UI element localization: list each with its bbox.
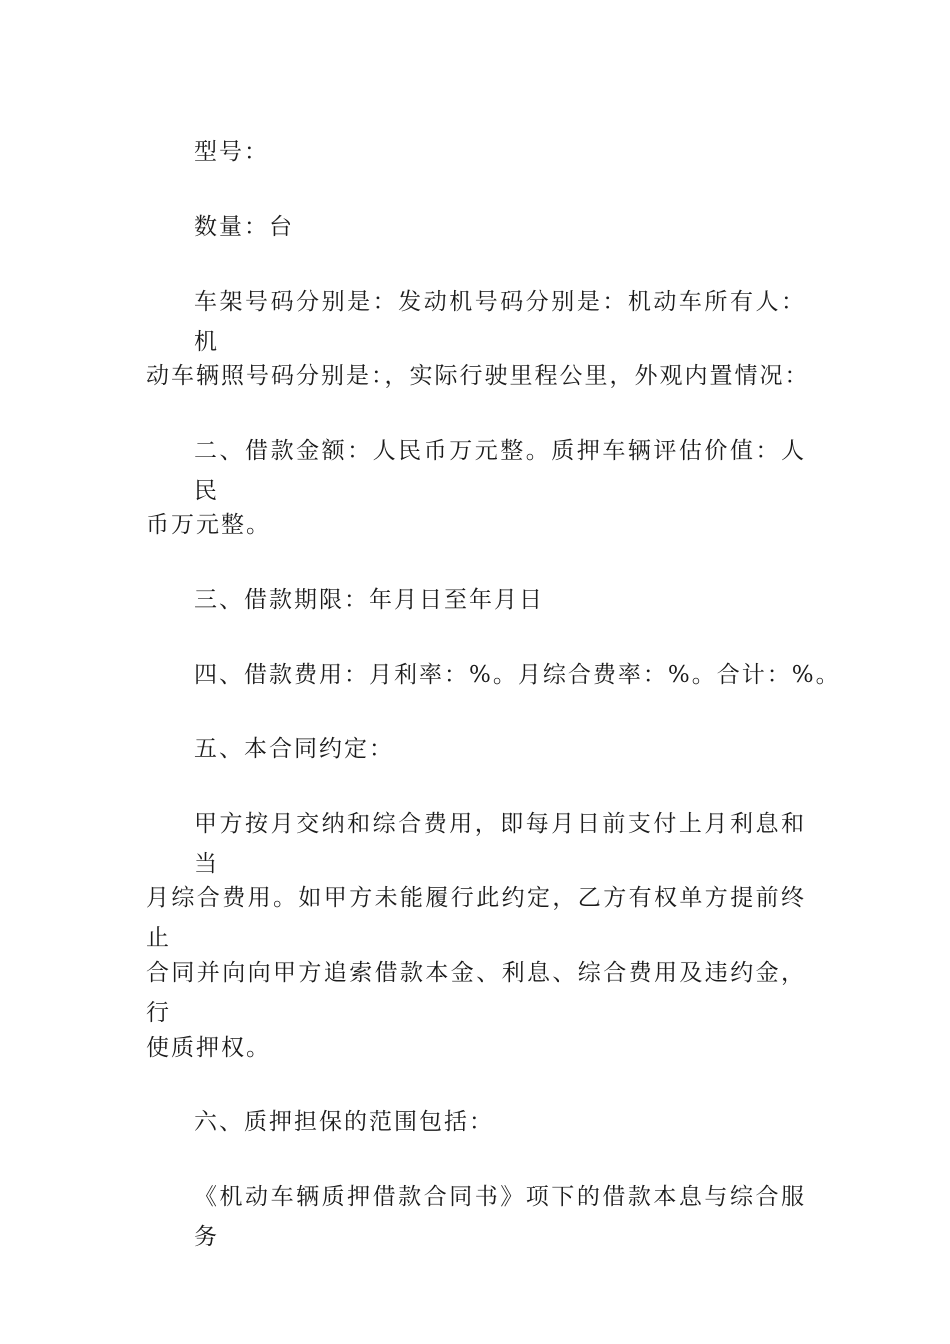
agreement-paragraph-line-1: 甲方按月交纳和综合费用，即每月日前支付上月利息和当: [194, 811, 806, 877]
loan-fee-line: 四、借款费用：月利率：%。月综合费率：%。合计：%。: [194, 662, 841, 688]
plate-mileage-line: 动车辆照号码分别是：，实际行驶里程公里，外观内置情况：: [146, 363, 810, 389]
guarantee-scope-heading: 六、质押担保的范围包括：: [194, 1109, 494, 1135]
loan-term-line: 三、借款期限：年月日至年月日: [194, 587, 544, 613]
model-line: 型号：: [194, 139, 269, 165]
guarantee-scope-line-1: 《机动车辆质押借款合同书》项下的借款本息与综合服务: [194, 1184, 806, 1250]
agreement-paragraph-line-4: 使质押权。: [146, 1035, 271, 1061]
agreement-paragraph-line-3: 合同并向向甲方追索借款本金、利息、综合费用及违约金，行: [146, 960, 806, 1026]
loan-amount-line: 二、借款金额：人民币万元整。质押车辆评估价值：人民: [194, 438, 806, 504]
quantity-line: 数量：台: [194, 214, 294, 240]
agreement-paragraph-line-2: 月综合费用。如甲方未能履行此约定，乙方有权单方提前终止: [146, 885, 806, 951]
agreement-heading: 五、本合同约定：: [194, 736, 394, 762]
vin-engine-owner-line: 车架号码分别是：发动机号码分别是：机动车所有人：机: [194, 289, 806, 355]
loan-amount-line-cont: 币万元整。: [146, 512, 271, 538]
